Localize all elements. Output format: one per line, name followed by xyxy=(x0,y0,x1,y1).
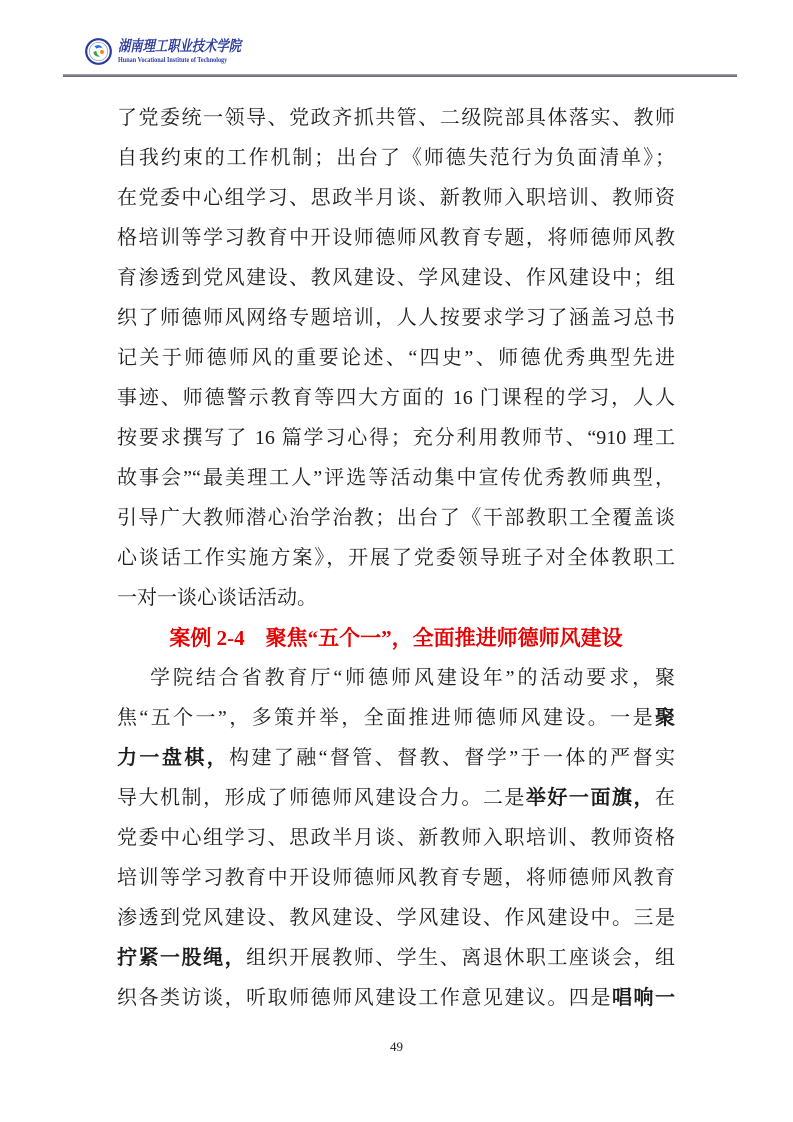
text-segment: 自我约束的工作机制；出台了《师德失范行为负面清单》； xyxy=(117,147,675,169)
text-segment: 导大机制，形成了师德师风建设合力。二是 xyxy=(117,787,526,809)
text-segment: 培训等学习教育中开设师德师风教育专题，将师德师风教育 xyxy=(117,867,675,889)
text-segment: 按要求撰写了 16 篇学习心得；充分利用教师节、“910 理工 xyxy=(117,427,675,449)
bold-text-segment: 唱响一 xyxy=(611,987,675,1009)
text-segment: 构建了融“督管、督教、督学”于一体的严督实 xyxy=(229,747,675,769)
text-segment: 记关于师德师风的重要论述、“四史”、师德优秀典型先进 xyxy=(117,347,675,369)
document-body xyxy=(117,98,675,1018)
text-segment: 在党委中心组学习、思政半月谈、新教师入职培训、教师资 xyxy=(117,187,675,209)
text-line xyxy=(117,938,675,978)
text-segment: 一对一谈心谈话活动。 xyxy=(117,587,317,609)
text-segment: 事迹、师德警示教育等四大方面的 16 门课程的学习，人人 xyxy=(117,387,675,409)
institute-name-en: Hunan Vocational Institute of Technology xyxy=(118,55,228,64)
page-footer xyxy=(0,1038,793,1056)
text-line xyxy=(117,658,675,698)
text-segment: 学院结合省教育厅“师德师风建设年”的活动要求，聚 xyxy=(150,667,675,689)
text-segment: 渗透到党风建设、教风建设、学风建设、作风建设中。三是 xyxy=(117,907,675,929)
text-segment: 心谈话工作实施方案》，开展了党委领导班子对全体教职工 xyxy=(117,547,675,569)
text-segment: 格培训等学习教育中开设师德师风教育专题，将师德师风教 xyxy=(117,227,675,249)
text-line xyxy=(117,298,675,338)
text-segment: 党委中心组学习、思政半月谈、新教师入职培训、教师资格 xyxy=(117,827,675,849)
text-line xyxy=(117,418,675,458)
text-segment: 引导广大教师潜心治学治教；出台了《干部教职工全覆盖谈 xyxy=(117,507,675,529)
bold-text-segment: 力一盘棋， xyxy=(117,747,230,769)
bold-text-segment: 拧紧一股绳， xyxy=(117,947,247,969)
text-segment: 在 xyxy=(655,787,675,809)
bold-text-segment: 举好一面旗， xyxy=(525,787,656,809)
text-line xyxy=(117,98,675,138)
text-line xyxy=(117,458,675,498)
page-header xyxy=(85,38,268,65)
text-segment: 了党委统一领导、党政齐抓共管、二级院部具体落实、教师 xyxy=(117,107,675,129)
text-line xyxy=(117,258,675,298)
text-line xyxy=(117,738,675,778)
text-segment: 织了师德师风网络专题培训，人人按要求学习了涵盖习总书 xyxy=(117,307,675,329)
institute-logotype xyxy=(118,39,268,65)
text-line xyxy=(117,378,675,418)
text-line xyxy=(117,978,675,1018)
text-line xyxy=(117,498,675,538)
text-line xyxy=(117,338,675,378)
text-segment: 织各类访谈，听取师德师风建设工作意见建议。四是 xyxy=(117,987,612,1009)
paragraph-continued xyxy=(117,98,675,618)
institute-name-zh: 湖南理工职业技术学院 xyxy=(118,38,242,55)
text-segment: 组织开展教师、学生、离退休职工座谈会，组 xyxy=(246,947,675,969)
case-heading: 案例 2-4 聚焦“五个一”，全面推进师德师风建设 xyxy=(169,626,623,650)
text-line xyxy=(117,538,675,578)
paragraph-case-body xyxy=(117,658,675,1018)
text-line xyxy=(117,218,675,258)
text-line xyxy=(117,698,675,738)
bold-text-segment: 聚 xyxy=(655,707,675,729)
institute-emblem-icon xyxy=(85,38,112,65)
text-line xyxy=(117,818,675,858)
text-segment: 育渗透到党风建设、教风建设、学风建设、作风建设中；组 xyxy=(117,267,675,289)
text-line xyxy=(117,178,675,218)
text-line xyxy=(117,138,675,178)
text-line xyxy=(117,858,675,898)
page-number: 49 xyxy=(390,1039,403,1054)
text-line xyxy=(117,778,675,818)
text-segment: 焦“五个一”，多策并举，全面推进师德师风建设。一是 xyxy=(117,707,655,729)
text-line xyxy=(117,898,675,938)
text-line xyxy=(117,578,675,618)
text-segment: 故事会”“最美理工人”评选等活动集中宣传优秀教师典型， xyxy=(117,467,675,489)
header-divider xyxy=(63,74,737,77)
